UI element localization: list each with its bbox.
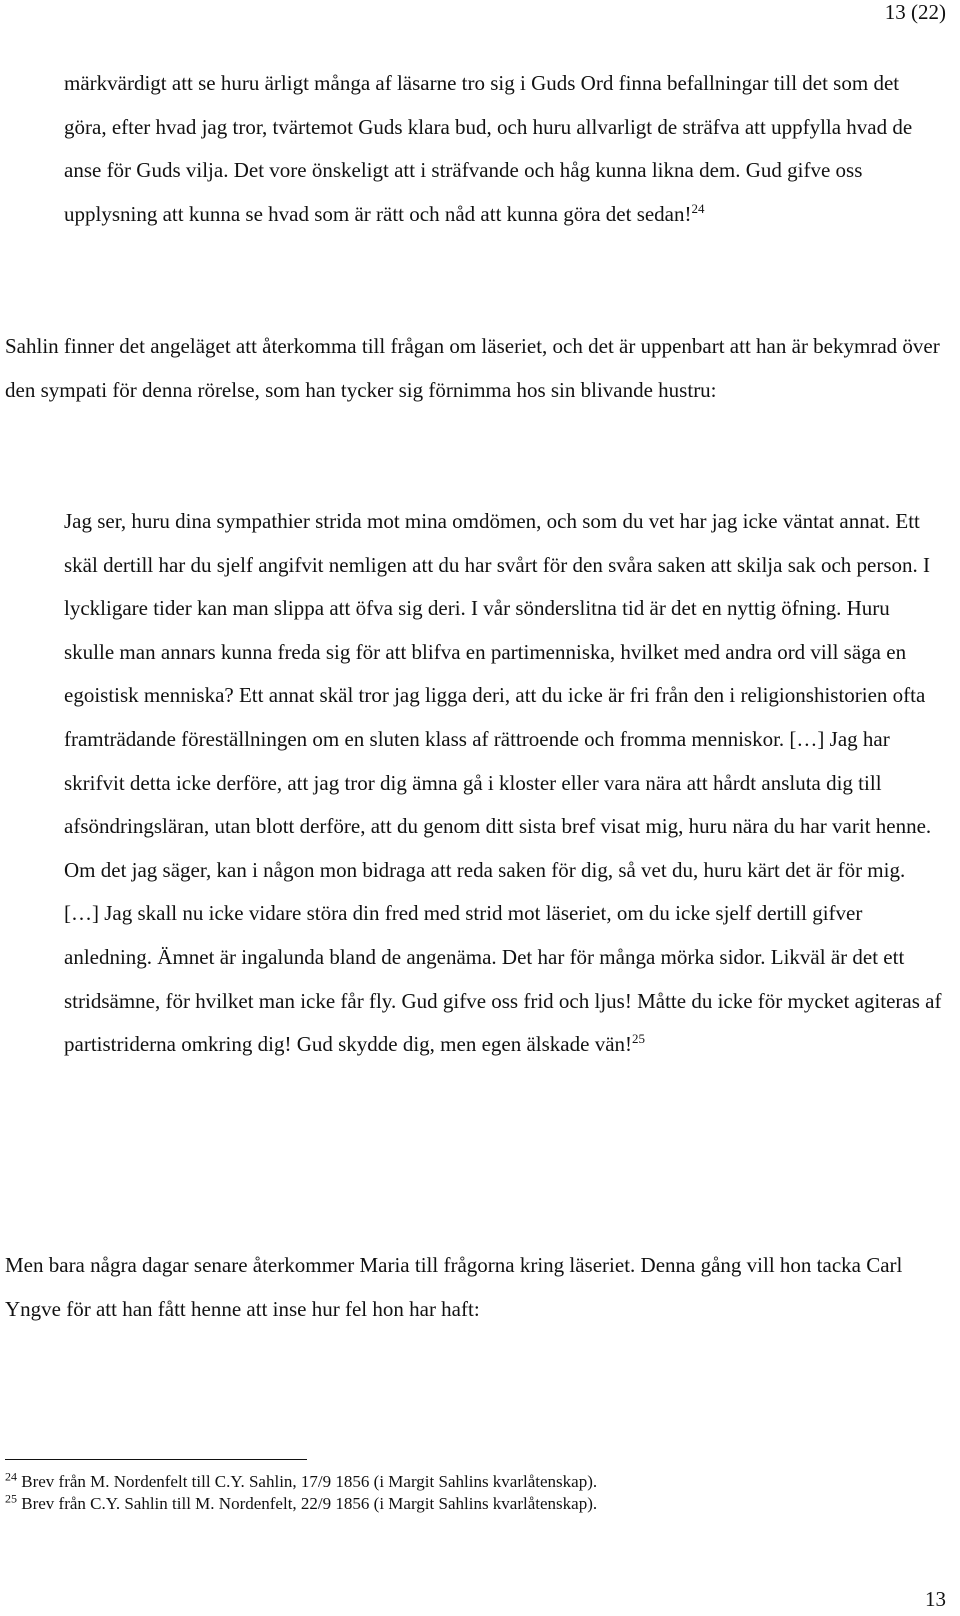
quote-2-text: Jag ser, huru dina sympathier strida mot mina omdömen, och som du vet har jag icke väntat annat. Ett skäl dertill har du sjelf angifvit nemligen att du har svårt för den svåra saken att skilja sak och person. I lyckligare tider kan man slippa att öfva sig deri. I vår sönderslitna tid är det en nyttig öfning. Huru skulle man annars kunna freda sig för att blifva en partimenniska, hvilket med andra ord vill säga en egoistisk menniska? Ett annat skäl tror jag ligga deri, att du icke är fri från den i religionshistorien ofta framträdande föreställningen om en sluten klass af rättroende och fromma menniskor. […] Jag har skrifvit detta icke derföre, att jag tror dig ämna gå i kloster eller vara nära att hårdt ansluta dig till afsöndringsläran, utan blott derföre, att du genom ditt sista bref visat mig, huru nära du har varit henne. Om det jag säger, kan i någon mon bidraga att reda saken för dig, så vet du, huru kärt det är för mig. […] Jag skall nu icke vidare störa din fred med strid mot läseriet, om du icke sjelf dertill gifver anledning. Ämnet är ingalunda bland de angenäma. Det har för många mörka sidor. Likväl är det ett stridsämne, för hvilket man icke får fly. Gud gifve oss frid och ljus! Måtte du icke för mycket agiteras af partistriderna omkring dig! Gud skydde dig, men egen älskade vän! [64, 509, 942, 1057]
footnote-ref-24[interactable]: 24 [691, 200, 705, 216]
footnote-divider [5, 1459, 307, 1460]
body-paragraph-2: Men bara några dagar senare återkommer Maria till frågorna kring läseriet. Denna gång vill hon tacka Carl Yngve för att han fått henne att inse hur fel hon har haft: [5, 1253, 903, 1321]
block-quote-1 [64, 62, 944, 236]
footnotes-section [5, 1471, 945, 1515]
body-paragraph-1: Sahlin finner det angeläget att återkomma till frågan om läseriet, och det är uppenbart att han är bekymrad över den sympati för denna rörelse, som han tycker sig förnimma hos sin blivande hustru: [5, 334, 940, 402]
footnote-24 [5, 1471, 945, 1493]
quote-1-text: märkvärdigt att se huru ärligt många af läsarne tro sig i Guds Ord finna befallningar till det som det göra, efter hvad jag tror, tvärtemot Guds klara bud, och huru allvarligt de sträfva att uppfylla hvad de anse för Guds vilja. Det vore önskeligt att i sträfvande och håg kunna likna dem. Gud gifve oss upplysning att kunna se hvad som är rätt och nåd att kunna göra det sedan! [64, 71, 913, 226]
page-number: 13 [925, 1587, 946, 1611]
footnote-ref-25[interactable]: 25 [632, 1031, 646, 1047]
block-quote-2 [64, 500, 944, 1067]
footnote-number: 25 [5, 1491, 17, 1506]
footnote-25 [5, 1493, 945, 1515]
footnote-text: Brev från C.Y. Sahlin till M. Nordenfelt, 22/9 1856 (i Margit Sahlins kvarlåtenskap). [21, 1494, 598, 1513]
page-header-label: 13 (22) [884, 0, 946, 24]
footnote-number: 24 [5, 1469, 17, 1484]
footnote-text: Brev från M. Nordenfelt till C.Y. Sahlin, 17/9 1856 (i Margit Sahlins kvarlåtenskap). [21, 1472, 598, 1491]
